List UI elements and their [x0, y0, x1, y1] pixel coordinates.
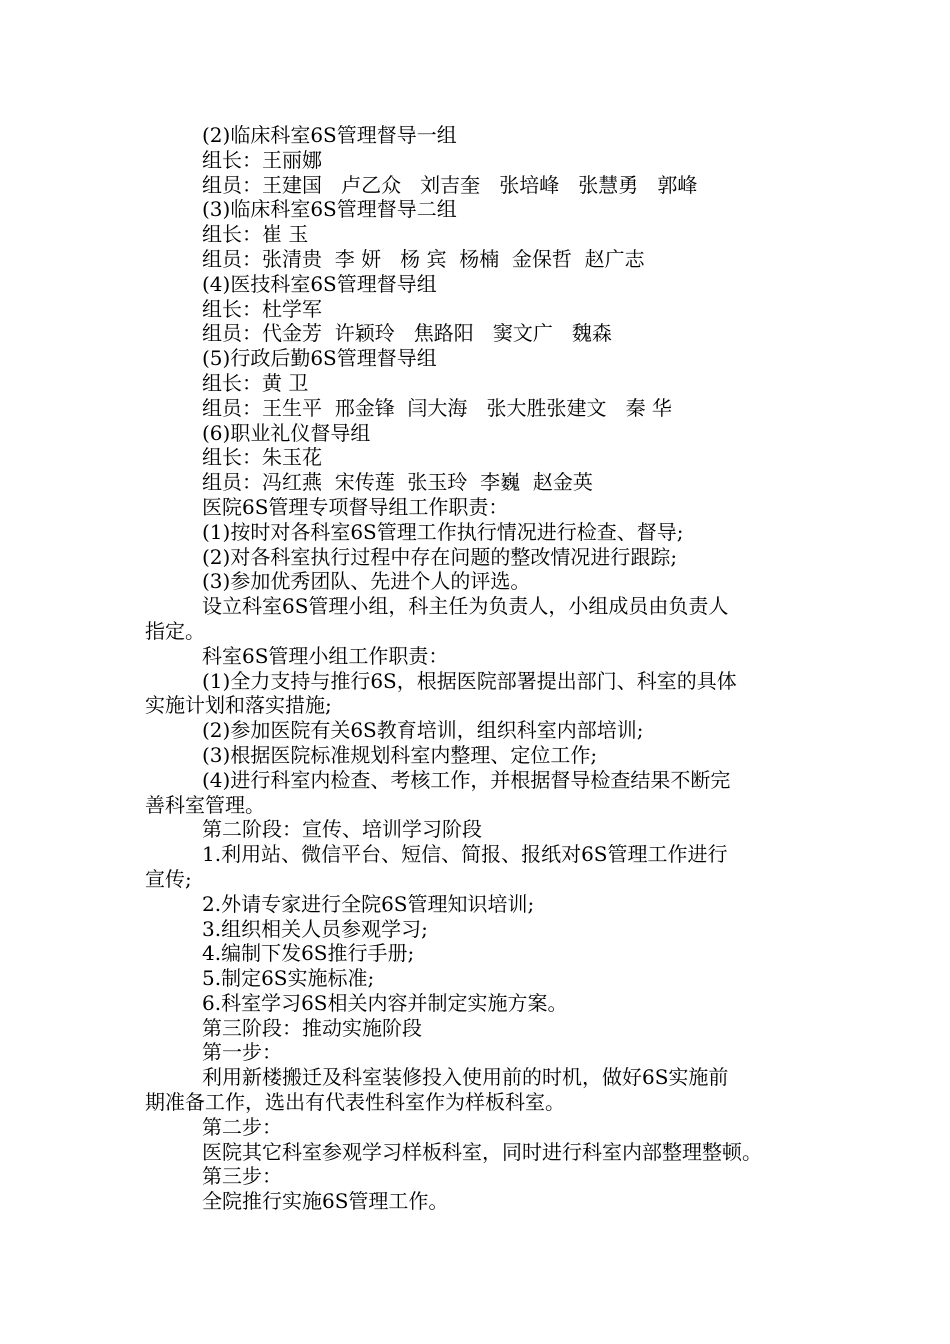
document-line: 组长：朱玉花 — [202, 445, 322, 470]
document-line: 期准备工作，选出有代表性科室作为样板科室。 — [145, 1090, 565, 1115]
document-line: 5.制定6S实施标准; — [202, 966, 375, 991]
document-line: 实施计划和落实措施; — [145, 693, 332, 718]
document-line: 2.外请专家进行全院6S管理知识培训; — [202, 891, 535, 916]
document-line: (4)医技科室6S管理督导组 — [202, 271, 437, 296]
document-line: 医院其它科室参观学习样板科室，同时进行科室内部整理整顿。 — [202, 1139, 762, 1164]
document-line: (3)临床科室6S管理督导二组 — [202, 197, 457, 222]
document-line: (4)进行科室内检查、考核工作，并根据督导检查结果不断完 — [202, 767, 731, 792]
document-line: (6)职业礼仪督导组 — [202, 420, 371, 445]
document-line: (2)临床科室6S管理督导一组 — [202, 123, 457, 147]
document-line: 宣传; — [145, 866, 192, 891]
document-line: 第三步： — [202, 1164, 282, 1189]
document-line: (3)根据医院标准规划科室内整理、定位工作; — [202, 742, 598, 767]
document-line: 1.利用站、微信平台、短信、简报、报纸对6S管理工作进行 — [202, 842, 728, 867]
document-line: 6.科室学习6S相关内容并制定实施方案。 — [202, 990, 568, 1015]
document-line: 指定。 — [145, 618, 205, 643]
document-line: 第三阶段：推动实施阶段 — [202, 1015, 422, 1040]
document-line: 医院6S管理专项督导组工作职责： — [202, 494, 509, 519]
document-line: 设立科室6S管理小组，科主任为负责人，小组成员由负责人 — [202, 594, 729, 619]
document-line: (2)对各科室执行过程中存在问题的整改情况进行跟踪; — [202, 544, 678, 569]
document-line: 全院推行实施6S管理工作。 — [202, 1189, 449, 1214]
document-line: (5)行政后勤6S管理督导组 — [202, 346, 437, 371]
document-line: (3)参加优秀团队、先进个人的评选。 — [202, 569, 531, 594]
document-line: 组员：王建国 卢乙众 刘吉奎 张培峰 张慧勇 郭峰 — [202, 172, 698, 197]
document-line: 组员：张清贵 李 妍 杨 宾 杨楠 金保哲 赵广志 — [202, 246, 645, 271]
document-line: 3.组织相关人员参观学习; — [202, 916, 428, 941]
document-line: 组员：王生平 邢金锋 闫大海 张大胜张建文 秦 华 — [202, 395, 672, 420]
document-line: 组长：黄 卫 — [202, 370, 309, 395]
document-line: 科室6S管理小组工作职责： — [202, 643, 449, 668]
document-line: 组员：冯红燕 宋传莲 张玉玲 李巍 赵金英 — [202, 470, 593, 495]
document-line: (2)参加医院有关6S教育培训，组织科室内部培训; — [202, 718, 644, 743]
document-line: 4.编制下发6S推行手册; — [202, 941, 415, 966]
document-line: 组长：崔 玉 — [202, 222, 309, 247]
document-line: 第二步： — [202, 1114, 282, 1139]
document-line: (1)按时对各科室6S管理工作执行情况进行检查、督导; — [202, 519, 684, 544]
document-line: 第二阶段：宣传、培训学习阶段 — [202, 817, 482, 842]
document-line: 组长：王丽娜 — [202, 147, 322, 172]
document-line: 利用新楼搬迁及科室装修投入使用前的时机，做好6S实施前 — [202, 1065, 729, 1090]
document-body — [145, 123, 815, 1214]
document-line: 第一步： — [202, 1040, 282, 1065]
document-line: 善科室管理。 — [145, 792, 265, 817]
document-line: (1)全力支持与推行6S，根据医院部署提出部门、科室的具体 — [202, 668, 737, 693]
document-line: 组员：代金芳 许颖玲 焦路阳 窦文广 魏森 — [202, 321, 612, 346]
document-line: 组长：杜学军 — [202, 296, 322, 321]
